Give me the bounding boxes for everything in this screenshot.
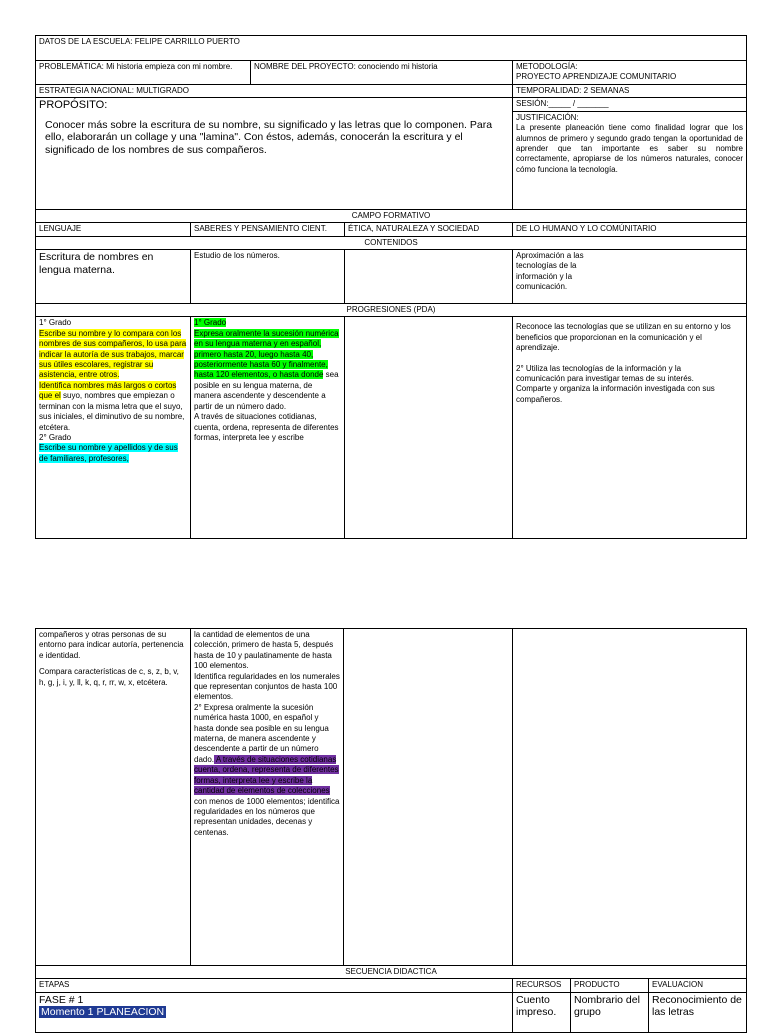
planning-table-2	[35, 628, 747, 1033]
highlight-green-1: Expresa oralmente la sucesión numérica en su lengua materna y en español, primero hasta 20, luego hasta 40, posteriormente hasta 60 y finalmente, hasta 120 elementos, o hasta donde	[194, 328, 339, 380]
saberes-grado1: 1° Grado	[194, 318, 227, 328]
temporalidad: TEMPORALIDAD: 2 SEMANAS	[513, 85, 747, 98]
producto-header: PRODUCTO	[571, 979, 649, 992]
contenido-lenguaje: Escritura de nombres en lengua materna.	[36, 250, 191, 304]
progresiones-header: PROGRESIONES (PDA)	[36, 304, 747, 317]
etapas-header: ETAPAS	[36, 979, 513, 992]
metodologia-label: METODOLOGÍA:	[516, 62, 578, 71]
planning-table-1	[35, 35, 747, 539]
contenido-humano-text: Aproximación a las tecnologías de la información y la comunicación.	[516, 251, 584, 292]
cont-etica	[344, 629, 513, 966]
proposito-text: Conocer más sobre la escritura de su nombre, su significado y las letras que lo componen. Para ello, elaborarán un collage y una "lamina". Con éstos, además, conocerán la escritura y el significado de los nombres de sus compañeros.	[45, 118, 493, 156]
cont-humano	[513, 629, 747, 966]
recursos-header: RECURSOS	[513, 979, 571, 992]
cont-saberes-2: Identifica regularidades en los numerales que representan conjuntos de hasta 100 elementos.	[194, 671, 340, 702]
cont-lenguaje-2: Compara características de c, s, z, b, v, h, g, j, i, y, ll, k, q, r, rr, w, x, etcétera.	[39, 667, 179, 687]
contenido-humano	[513, 250, 747, 304]
saberes-rest: sea posible en su lengua materna, de manera ascendente y descendente a partir de un número dado.	[194, 370, 339, 411]
metodologia-value: PROYECTO APRENDIZAJE COMUNITARIO	[516, 72, 677, 82]
highlight-cyan-1: Escribe su nombre y apellidos y de sus de familiares, profesores,	[39, 443, 178, 463]
planning-page-2	[35, 628, 746, 1033]
highlight-yellow-1: Escribe su nombre y lo compara con los nombres de sus compañeros, lo usa para indicar la autoría de sus trabajos, marcar sus útiles escolares, registrar su asistencia, entre otros.	[39, 328, 187, 380]
momento-label: Momento 1 PLANEACION	[41, 1006, 165, 1019]
estrategia: ESTRATEGIA NACIONAL: MULTIGRADO	[36, 85, 513, 98]
cont-saberes	[191, 629, 344, 966]
secuencia-header: SECUENCIA DIDACTICA	[36, 966, 747, 979]
cont-saberes-4: con menos de 1000 elementos; identifica regularidades en los números que representan unidades, decenas y centenas.	[194, 796, 340, 837]
sesion: SESIÓN:_____ / _______	[513, 98, 747, 111]
evaluacion-header: EVALUACION	[649, 979, 747, 992]
saberes-rest2: A través de situaciones cotidianas, cuenta, ordena, representa de diferentes formas, interpreta lee y escribe	[194, 412, 339, 442]
problematica: PROBLEMÁTICA: Mi historia empieza con mi nombre.	[36, 61, 251, 85]
progresion-saberes	[191, 317, 345, 539]
progresion-humano	[513, 317, 747, 539]
producto-1: Nombrario del grupo	[571, 992, 649, 1032]
fase-cell	[36, 992, 513, 1032]
humano-p2: 2° Utiliza las tecnologías de la información y la comunicación para investigar temas de su interés.	[516, 363, 694, 384]
cont-saberes-3	[194, 703, 340, 797]
proposito-title: PROPÓSITO:	[39, 99, 108, 112]
justificacion-text: La presente planeación tiene como finalidad lograr que los alumnos de primero y segundo grado tengan la oportunidad de aprender que tan importante es saber su nombre correctamente, apropiarse de los números naturales, conocer cómo funciona la tecnología.	[516, 123, 743, 174]
project-name: NOMBRE DEL PROYECTO: conociendo mi historia	[251, 61, 513, 85]
proposito-cell	[36, 98, 513, 209]
progresion-lenguaje	[36, 317, 191, 539]
cont-lenguaje	[36, 629, 191, 966]
justificacion-cell	[513, 111, 747, 209]
cont-saberes-3-text: 2° Expresa oralmente la sucesión numérica hasta 1000, en español y hasta donde sea posible en su lengua materna, de manera ascendente y descendente a partir de un número dado.	[194, 702, 329, 764]
campo-formativo-header: CAMPO FORMATIVO	[36, 209, 747, 222]
grado2-label: 2° Grado	[39, 432, 72, 442]
highlight-yellow-2: Identifica nombres más largos o cortos que el	[39, 380, 177, 401]
grado1-label: 1° Grado	[39, 318, 72, 328]
contenido-etica	[345, 250, 513, 304]
cont-saberes-1: la cantidad de elementos de una colección, primero de hasta 5, después hasta de 10 y paulatinamente de hasta 100 elementos.	[194, 630, 334, 671]
humano-p3: Comparte y organiza la información investigada con sus compañeros.	[516, 384, 715, 404]
campo-humano: DE LO HUMANO Y LO COMÚNITARIO	[513, 223, 747, 236]
highlight-purple-1: A través de situaciones cotidianas cuenta, ordena, representa de diferentes formas, interpreta lee y escribe la cantidad de elementos de colecciones	[194, 754, 339, 796]
evaluacion-1: Reconocimiento de las letras	[649, 992, 747, 1032]
contenidos-header: CONTENIDOS	[36, 236, 747, 249]
cont-lenguaje-1: compañeros y otras personas de su entorno para indicar autoría, pertenencia e identidad.	[39, 630, 184, 660]
school-data: DATOS DE LA ESCUELA: FELIPE CARRILLO PUERTO	[36, 36, 747, 61]
metodologia	[513, 61, 747, 85]
recurso-1: Cuento impreso.	[513, 992, 571, 1032]
campo-saberes: SABERES Y PENSAMIENTO CIENT.	[191, 223, 345, 236]
contenido-saberes: Estudio de los números.	[191, 250, 345, 304]
progresion-etica	[345, 317, 513, 539]
campo-etica: ÉTICA, NATURALEZA Y SOCIEDAD	[345, 223, 513, 236]
lenguaje-rest: suyo, nombres que empiezan o terminan con la misma letra que el suyo, sus iniciales, el diminutivo de su nombre, etcétera.	[39, 391, 185, 432]
humano-p1: Reconoce las tecnologías que se utilizan en su entorno y los beneficios que proporcionan en la comunicación y el aprendizaje.	[516, 322, 731, 353]
campo-lenguaje: LENGUAJE	[36, 223, 191, 236]
justificacion-title: JUSTIFICACIÓN:	[516, 112, 579, 122]
planning-page-1	[35, 35, 746, 539]
fase-label: FASE # 1	[39, 993, 84, 1006]
